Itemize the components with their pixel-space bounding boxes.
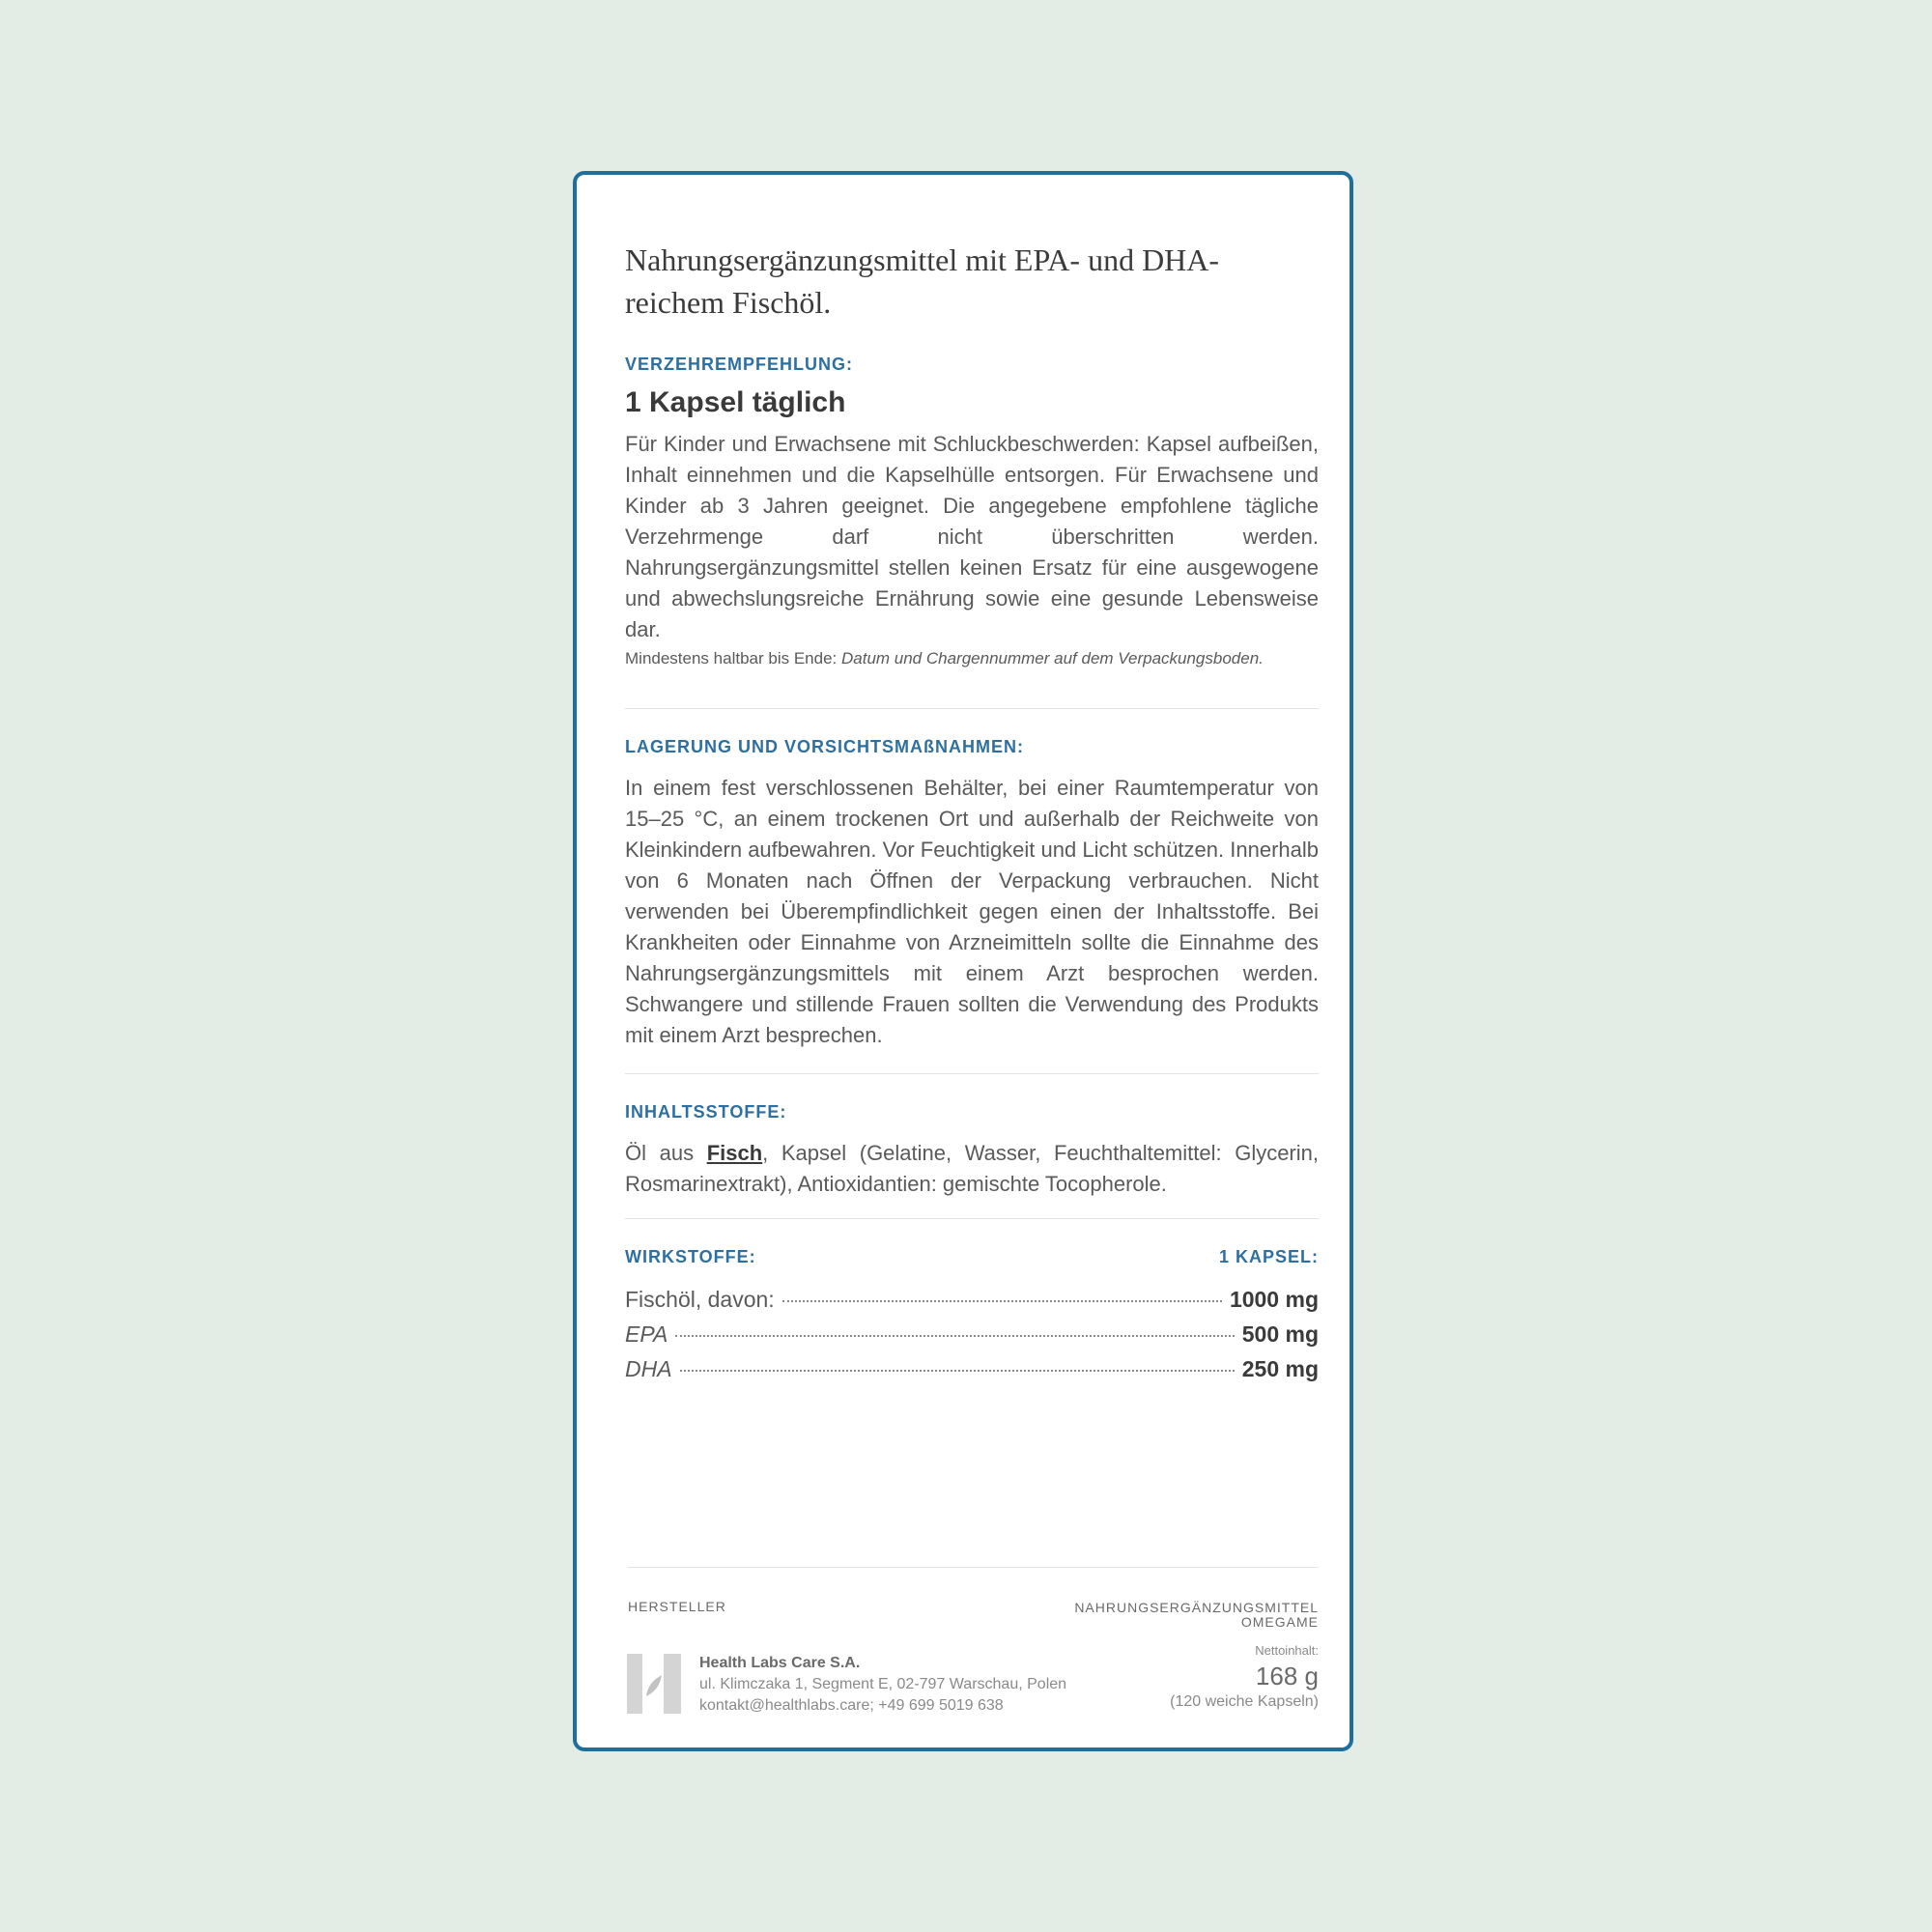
active-value: 500 mg <box>1241 1321 1319 1347</box>
label-content <box>625 175 1319 1747</box>
active-name: Fischöl, davon: <box>625 1287 775 1312</box>
ingredients-text <box>625 1138 1319 1200</box>
ingredients-section <box>625 1102 1319 1200</box>
active-value: 250 mg <box>1241 1356 1319 1381</box>
active-name: DHA <box>625 1356 672 1381</box>
shelf-life-value: Datum und Chargennummer auf dem Verpackungsboden. <box>840 649 1264 668</box>
ingredients-prefix: Öl aus <box>625 1141 707 1165</box>
actives-header <box>625 1247 1319 1267</box>
dot-leader <box>675 1335 1234 1337</box>
divider <box>625 1218 1319 1219</box>
active-row <box>625 1287 1319 1321</box>
net-content <box>1170 1643 1319 1711</box>
dosage-heading: VERZEHREMPFEHLUNG: <box>625 355 854 374</box>
active-value: 1000 mg <box>1229 1287 1319 1312</box>
company-contact: kontakt@healthlabs.care; +49 699 5019 638 <box>699 1697 1004 1714</box>
dosage-section <box>625 355 1319 668</box>
company-logo-icon <box>627 1654 681 1714</box>
active-name: EPA <box>625 1321 668 1347</box>
allergen-fish: Fisch <box>706 1141 763 1165</box>
product-description: Nahrungsergänzungsmittel mit EPA- und DHA-reichem Fischöl. <box>625 242 1220 320</box>
dosage-text: Für Kinder und Erwachsene mit Schluckbeschwerden: Kapsel aufbeißen, Inhalt einnehmen und die Kapselhülle entsorgen. Für Erwachsene und Kinder ab 3 Jahren geeignet. Die angegebene empfohlene tägliche Verzehrmenge darf nicht überschritten werden. Nahrungsergänzungsmittel stellen keinen Ersatz für eine ausgewogene und abwechslungsreiche Ernährung sowie eine gesunde Lebensweise dar. <box>625 432 1319 641</box>
actives-table <box>625 1287 1319 1391</box>
brand-name: OMEGAME <box>1240 1614 1319 1630</box>
net-content-detail: (120 weiche Kapseln) <box>1170 1693 1319 1710</box>
footer-divider <box>628 1567 1319 1568</box>
per-capsule-label: 1 KAPSEL: <box>1218 1247 1319 1266</box>
actives-heading: WIRKSTOFFE: <box>625 1247 756 1266</box>
ingredients-rest: , Kapsel (Gelatine, Wasser, Feuchthaltemittel: Glycerin, Rosmarinextrakt), Antioxidantien: gemischte Tocopherole. <box>625 1141 1319 1196</box>
dot-leader <box>680 1370 1235 1372</box>
divider <box>625 1073 1319 1074</box>
actives-section <box>625 1247 1319 1391</box>
product-category <box>1074 1601 1319 1630</box>
ingredients-heading: INHALTSSTOFFE: <box>625 1102 787 1122</box>
shelf-life-label: Mindestens haltbar bis Ende: <box>625 649 838 668</box>
net-content-label: Nettoinhalt: <box>1255 1643 1319 1658</box>
storage-heading: LAGERUNG UND VORSICHTSMAßNAHMEN: <box>625 737 1024 756</box>
dot-leader <box>782 1300 1222 1302</box>
dosage-amount: 1 Kapsel täglich <box>625 386 846 418</box>
company-info <box>699 1653 1066 1717</box>
net-content-value: 168 g <box>1255 1662 1319 1690</box>
label-card <box>573 171 1353 1751</box>
storage-section <box>625 737 1319 1051</box>
category-line: NAHRUNGSERGÄNZUNGSMITTEL <box>1074 1600 1319 1615</box>
divider <box>625 708 1319 709</box>
company-address: ul. Klimczaka 1, Segment E, 02-797 Warschau, Polen <box>699 1676 1067 1692</box>
manufacturer-label: HERSTELLER <box>628 1599 726 1614</box>
active-row <box>625 1321 1319 1356</box>
storage-text: In einem fest verschlossenen Behälter, bei einer Raumtemperatur von 15–25 °C, an einem trockenen Ort und außerhalb der Reichweite von Kleinkindern aufbewahren. Vor Feuchtigkeit und Licht schützen. Innerhalb von 6 Monaten nach Öffnen der Verpackung verbrauchen. Nicht verwenden bei Überempfindlichkeit gegen einen der Inhaltsstoffe. Bei Krankheiten oder Einnahme von Arzneimitteln sollte die Einnahme des Nahrungsergänzungsmittels mit einem Arzt besprochen werden. Schwangere und stillende Frauen sollten die Verwendung des Produkts mit einem Arzt besprechen. <box>625 776 1319 1047</box>
shelf-life <box>625 649 1319 668</box>
active-row <box>625 1356 1319 1391</box>
company-name: Health Labs Care S.A. <box>699 1655 861 1671</box>
